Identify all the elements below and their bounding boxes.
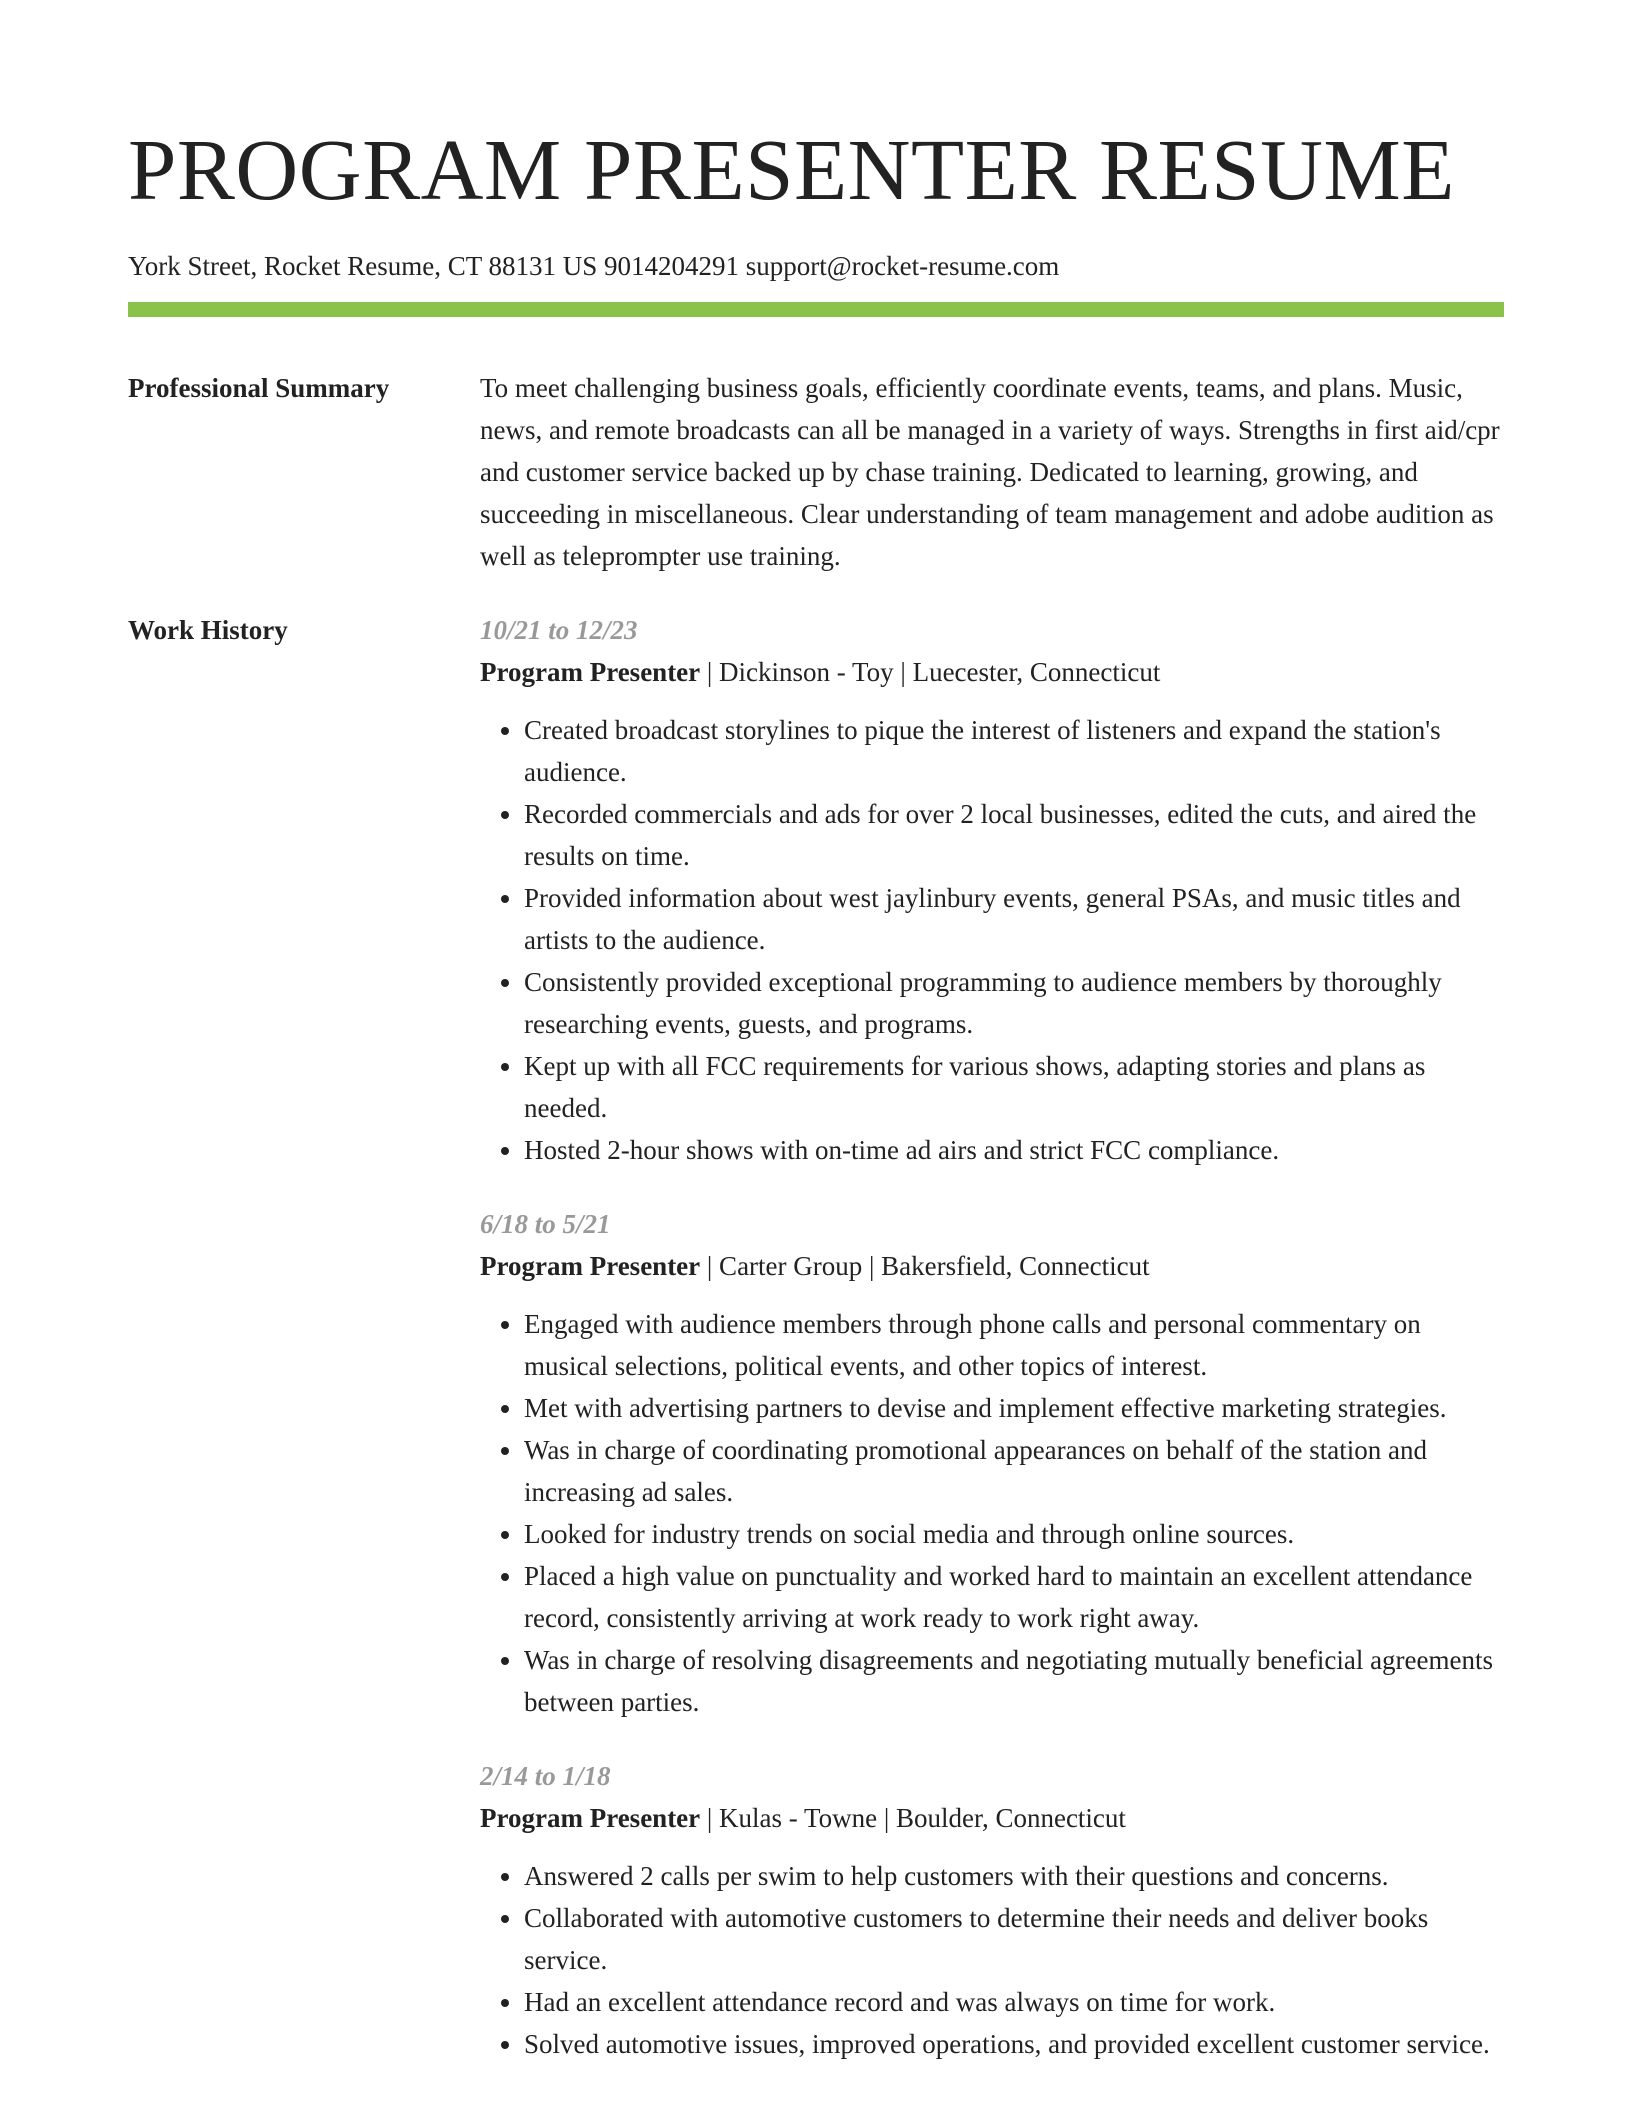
contact-address: York Street, Rocket Resume, CT 88131 US — [128, 251, 598, 281]
contact-line — [128, 248, 1504, 284]
job-bullet: • Consistently provided exceptional programming to audience members by thoroughly researching events, guests, and programs. — [524, 961, 1504, 1045]
professional-summary-section — [128, 367, 1504, 577]
job-bullets — [480, 1855, 1504, 2065]
resume-title: PROGRAM PRESENTER RESUME — [128, 121, 1455, 218]
job-entry — [480, 609, 1504, 1171]
job-bullets — [480, 1303, 1504, 1723]
job-bullet: • Was in charge of resolving disagreements and negotiating mutually beneficial agreements between parties. — [524, 1639, 1504, 1723]
job-bullet: • Collaborated with automotive customers to determine their needs and deliver books service. — [524, 1897, 1504, 1981]
job-bullet: • Answered 2 calls per swim to help customers with their questions and concerns. — [524, 1855, 1504, 1897]
job-bullet: • Was in charge of coordinating promotional appearances on behalf of the station and increasing ad sales. — [524, 1429, 1504, 1513]
job-entry — [480, 1203, 1504, 1723]
summary-text: To meet challenging business goals, efficiently coordinate events, teams, and plans. Music, news, and remote broadcasts can all be managed in a variety of ways. Strengths in first aid/cpr and customer service backed up by chase training. Dedicated to learning, growing, and succeeding in miscellaneous. Clear understanding of team management and adobe audition as well as teleprompter use training. — [480, 373, 1500, 571]
contact-phone: 9014204291 — [604, 251, 740, 281]
job-employer-location: | Kulas - Towne | Boulder, Connecticut — [700, 1803, 1126, 1833]
job-employer-location: | Carter Group | Bakersfield, Connecticut — [700, 1251, 1150, 1281]
job-bullet: • Created broadcast storylines to pique the interest of listeners and expand the station's audience. — [524, 709, 1504, 793]
job-dates: 10/21 to 12/23 — [480, 615, 638, 645]
job-bullet: • Met with advertising partners to devise and implement effective marketing strategies. — [524, 1387, 1504, 1429]
job-title: Program Presenter — [480, 657, 701, 687]
job-bullet: • Hosted 2-hour shows with on-time ad airs and strict FCC compliance. — [524, 1129, 1504, 1171]
job-bullet: • Kept up with all FCC requirements for various shows, adapting stories and plans as needed. — [524, 1045, 1504, 1129]
job-dates: 2/14 to 1/18 — [480, 1761, 611, 1791]
job-bullet: • Had an excellent attendance record and was always on time for work. — [524, 1981, 1504, 2023]
job-bullet: • Recorded commercials and ads for over 2 local businesses, edited the cuts, and aired the results on time. — [524, 793, 1504, 877]
job-heading — [480, 1797, 1504, 1839]
work-history-section — [128, 609, 1504, 2097]
section-label-work-history: Work History — [128, 615, 288, 645]
job-dates: 6/18 to 5/21 — [480, 1209, 611, 1239]
job-title: Program Presenter — [480, 1251, 701, 1281]
job-bullet: • Provided information about west jaylinbury events, general PSAs, and music titles and artists to the audience. — [524, 877, 1504, 961]
job-entry — [480, 1755, 1504, 2065]
job-bullet: • Looked for industry trends on social media and through online sources. — [524, 1513, 1504, 1555]
section-label-summary: Professional Summary — [128, 373, 390, 403]
job-title: Program Presenter — [480, 1803, 701, 1833]
work-history-list — [480, 609, 1504, 2097]
job-heading — [480, 1245, 1504, 1287]
job-heading — [480, 651, 1504, 693]
contact-email: support@rocket-resume.com — [745, 251, 1060, 281]
job-bullet: • Solved automotive issues, improved operations, and provided excellent customer service. — [524, 2023, 1504, 2065]
job-bullets — [480, 709, 1504, 1171]
job-bullet: • Placed a high value on punctuality and worked hard to maintain an excellent attendance record, consistently arriving at work ready to work right away. — [524, 1555, 1504, 1639]
job-bullet: • Engaged with audience members through phone calls and personal commentary on musical selections, political events, and other topics of interest. — [524, 1303, 1504, 1387]
accent-divider — [128, 302, 1504, 317]
job-employer-location: | Dickinson - Toy | Luecester, Connecticut — [700, 657, 1161, 687]
